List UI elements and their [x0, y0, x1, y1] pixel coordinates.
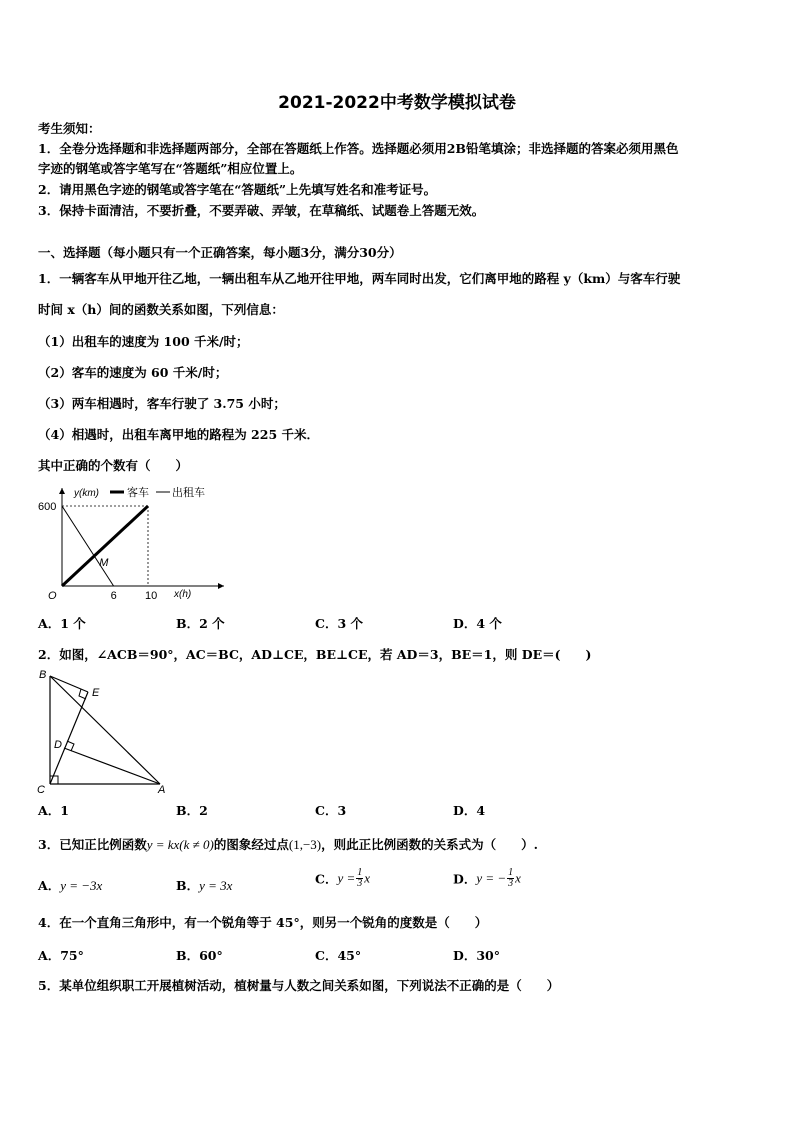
q1-statement-3: （3）两车相遇时，客车行驶了 3.75 小时； [38, 396, 286, 411]
segment-ce [50, 692, 88, 784]
q3-option-d-lhs: y = − [476, 870, 507, 886]
notice-line-1a: 1．全卷分选择题和非选择题两部分，全部在答题纸上作答。选择题必须用2B铅笔填涂；非选择题的答案必须用黑色 [38, 141, 679, 156]
label-d: D [54, 739, 62, 751]
y-tick-label: 600 [38, 501, 57, 513]
q2-option-b[interactable]: B．2 [176, 803, 208, 818]
q3-option-d-numerator: 1 [508, 867, 514, 878]
legend-taxi-label: 出租车 [172, 487, 205, 499]
q3-option-c-fraction [356, 868, 363, 889]
q4-stem: 4．在一个直角三角形中，有一个锐角等于 45°，则另一个锐角的度数是（ ） [38, 915, 488, 930]
q3-option-c-letter: C． [315, 871, 338, 887]
y-axis-arrow [59, 488, 65, 494]
q4-option-b[interactable]: B．60° [176, 948, 223, 963]
q3-option-d-var: x [515, 870, 521, 886]
q1-line-1: 1．一辆客车从甲地开往乙地，一辆出租车从乙地开往甲地，两车同时出发，它们离甲地的路程 y（km）与客车行驶 [38, 271, 681, 286]
q4-option-a[interactable]: A．75° [38, 948, 84, 963]
q3-stem [38, 836, 538, 854]
q1-option-b[interactable]: B．2 个 [176, 616, 225, 631]
q3-option-c-numerator: 1 [357, 867, 363, 878]
origin-label: O [48, 590, 57, 602]
x-axis-label: x(h) [174, 589, 192, 600]
q3-option-a[interactable] [38, 876, 102, 894]
q4-option-d[interactable]: D．30° [453, 948, 500, 963]
q3-option-a-formula: y = −3x [60, 878, 103, 893]
q3-point: (1,−3) [288, 837, 322, 852]
q1-function-graph [34, 482, 234, 604]
q1-statement-1: （1）出租车的速度为 100 千米/时； [38, 334, 249, 349]
q3-option-d-denominator: 3 [508, 878, 514, 889]
q3-option-b[interactable] [176, 876, 232, 894]
notice-heading: 考生须知： [38, 121, 101, 136]
x-tick-label-1: 10 [145, 590, 158, 602]
q1-line-2: 时间 x（h）间的函数关系如图，下列信息： [38, 302, 284, 317]
q3-option-b-letter: B． [176, 878, 200, 893]
q3-option-d-letter: D． [453, 871, 477, 887]
q3-option-c-denominator: 3 [357, 878, 363, 889]
legend-bus-label: 客车 [127, 487, 149, 499]
q3-stem-c: ，则此正比例函数的关系式为（ ）. [321, 837, 538, 852]
q5-stem: 5．某单位组织职工开展植树活动，植树量与人数之间关系如图，下列说法不正确的是（ ） [38, 978, 560, 993]
q3-option-c[interactable] [315, 868, 370, 889]
section-heading: 一、选择题（每小题只有一个正确答案，每小题3分，满分30分） [38, 245, 402, 260]
q3-option-d[interactable] [453, 868, 521, 889]
q3-option-a-letter: A． [38, 878, 61, 893]
q1-ask: 其中正确的个数有（ ） [38, 458, 189, 473]
notice-line-2: 2．请用黑色字迹的钢笔或答字笔在“答题纸”上先填写姓名和准考证号。 [38, 182, 437, 197]
q3-option-c-lhs: y = [337, 870, 356, 886]
q2-option-d[interactable]: D．4 [453, 803, 486, 818]
notice-line-3: 3．保持卡面清洁，不要折叠，不要弄破、弄皱，在草稿纸、试题卷上答题无效。 [38, 203, 485, 218]
label-e: E [92, 687, 100, 699]
segment-be [50, 676, 88, 692]
q1-option-c[interactable]: C．3 个 [315, 616, 363, 631]
q1-option-a[interactable]: A．1 个 [38, 616, 86, 631]
q3-stem-a: 3．已知正比例函数 [38, 837, 147, 852]
q2-stem: 2．如图，∠ACB＝90°，AC＝BC，AD⊥CE，BE⊥CE，若 AD＝3，BE＝1，则 DE＝( ) [38, 647, 592, 662]
y-axis-label: y(km) [74, 488, 99, 499]
q4-option-c[interactable]: C．45° [315, 948, 362, 963]
q3-option-d-fraction [507, 868, 514, 889]
q1-option-d[interactable]: D．4 个 [453, 616, 502, 631]
label-b: B [39, 669, 47, 681]
label-c: C [37, 784, 45, 796]
q1-statement-4: （4）相遇时，出租车离甲地的路程为 225 千米． [38, 427, 319, 442]
q3-stem-b: 的图象经过点 [213, 837, 289, 852]
segment-ab [50, 676, 160, 784]
segment-ad [64, 748, 160, 784]
q2-option-c[interactable]: C．3 [315, 803, 347, 818]
q2-option-a[interactable]: A．1 [38, 803, 69, 818]
q1-statement-2: （2）客车的速度为 60 千米/时； [38, 365, 228, 380]
notice-line-1b: 字迹的钢笔或答字笔写在“答题纸”相应位置上。 [38, 161, 303, 176]
page-title: 2021-2022中考数学模拟试卷 [278, 93, 516, 113]
q3-option-b-formula: y = 3x [199, 878, 233, 893]
label-a: A [158, 784, 166, 796]
x-axis-arrow [218, 583, 224, 589]
intersection-label: M [99, 557, 109, 569]
q3-option-c-var: x [364, 870, 371, 886]
q2-triangle-figure [34, 666, 174, 796]
q3-function: y = kx(k ≠ 0) [146, 837, 214, 852]
series-line-0 [62, 506, 148, 586]
x-tick-label-0: 6 [110, 590, 117, 602]
